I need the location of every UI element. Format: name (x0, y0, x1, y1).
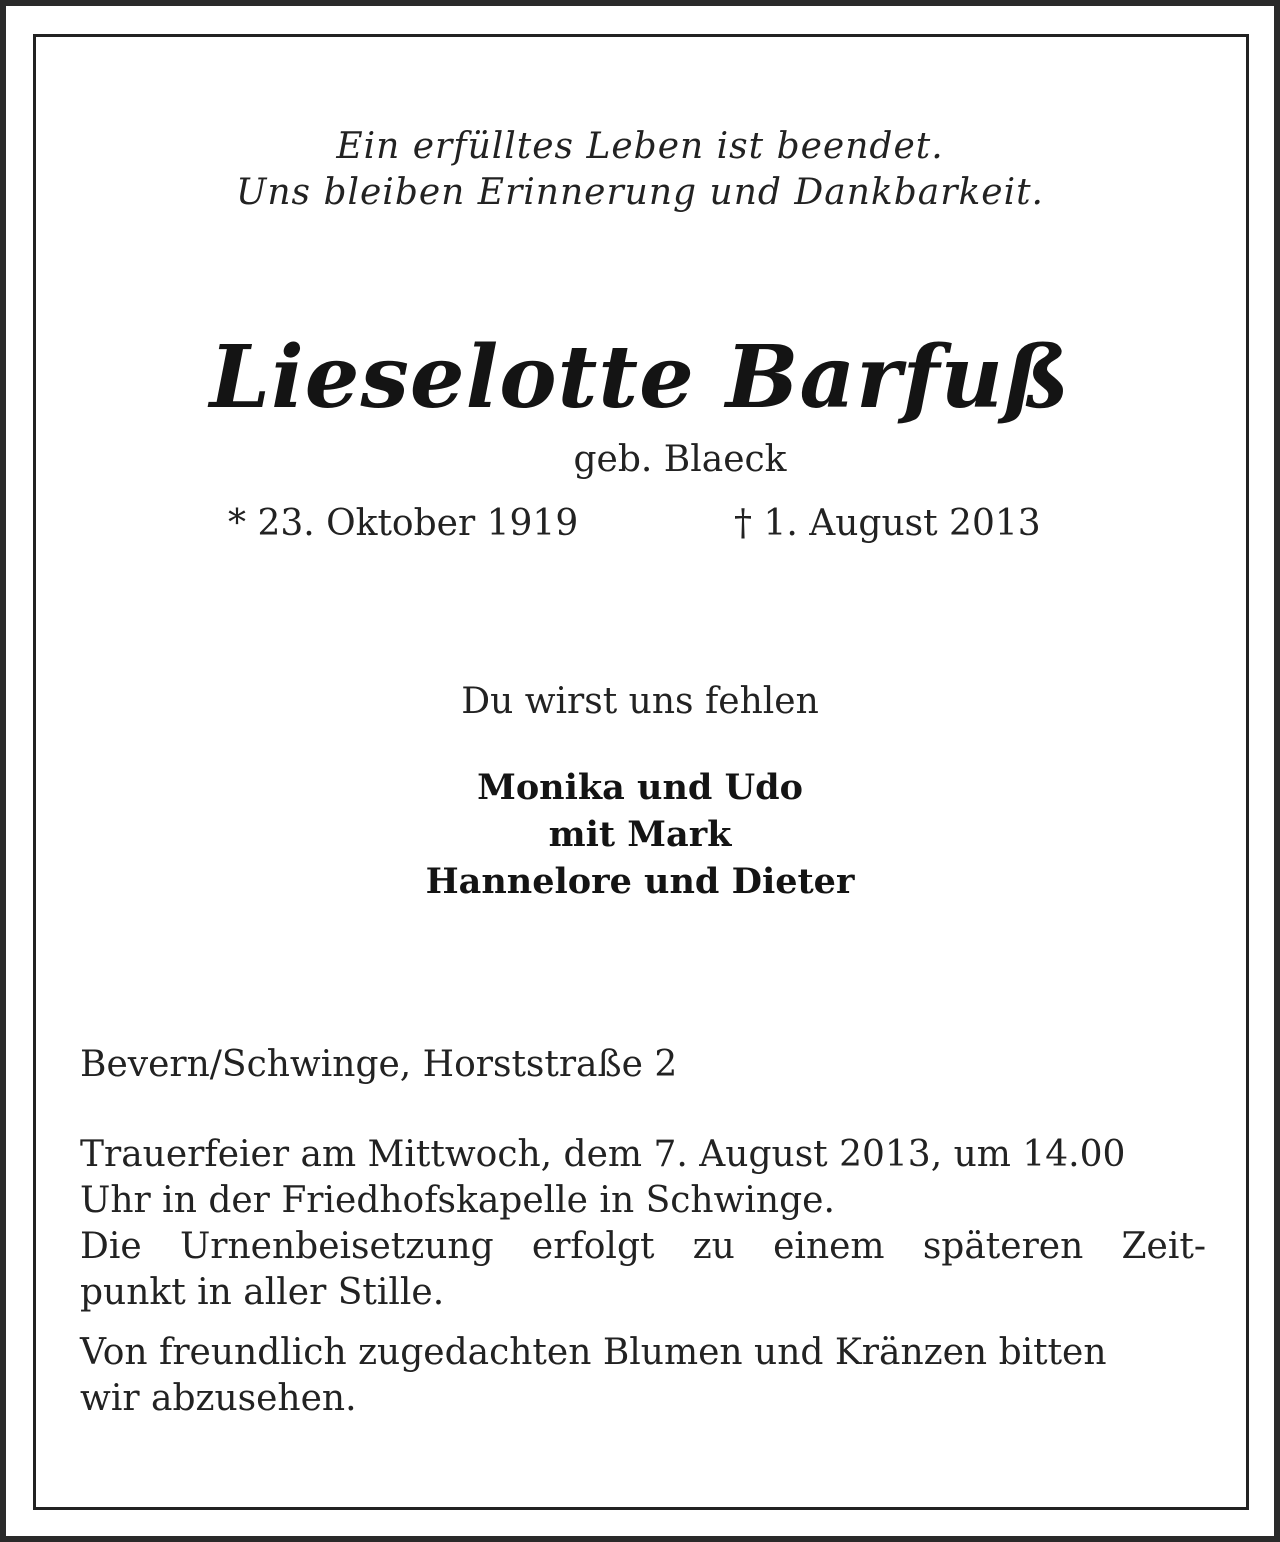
ceremony-line-4: punkt in aller Stille. (80, 1272, 445, 1313)
mourners-list (0, 764, 1280, 905)
flowers-line-1: Von freundlich zugedachten Blumen und Kränzen bitten (80, 1332, 1107, 1373)
ceremony-line-1: Trauerfeier am Mittwoch, dem 7. August 2013, um 14.00 (80, 1134, 1126, 1175)
ceremony-line-2: Uhr in der Friedhofskapelle in Schwinge. (80, 1180, 835, 1221)
motto-line-2: Uns bleiben Erinnerung und Dankbarkeit. (236, 172, 1044, 213)
ceremony-line-3: Die Urnenbeisetzung erfolgt zu einem späteren Zeit- (80, 1226, 1206, 1267)
mourner-line: Hannelore und Dieter (425, 861, 855, 902)
motto (0, 124, 1280, 216)
address: Bevern/Schwinge, Horststraße 2 (80, 1044, 678, 1085)
flowers-line-2: wir abzusehen. (80, 1378, 357, 1419)
birth-date: * 23. Oktober 1919 (228, 503, 579, 544)
death-date: † 1. August 2013 (734, 503, 1041, 544)
farewell-text: Du wirst uns fehlen (461, 681, 819, 722)
ceremony-info (80, 1132, 1206, 1316)
mourner-line: mit Mark (548, 814, 732, 855)
deceased-name: Lieselotte Barfuß (209, 327, 1071, 428)
mourner-line: Monika und Udo (477, 767, 803, 808)
flowers-notice (80, 1330, 1206, 1422)
birth-name: geb. Blaeck (573, 439, 787, 480)
motto-line-1: Ein erfülltes Leben ist beendet. (336, 126, 944, 167)
